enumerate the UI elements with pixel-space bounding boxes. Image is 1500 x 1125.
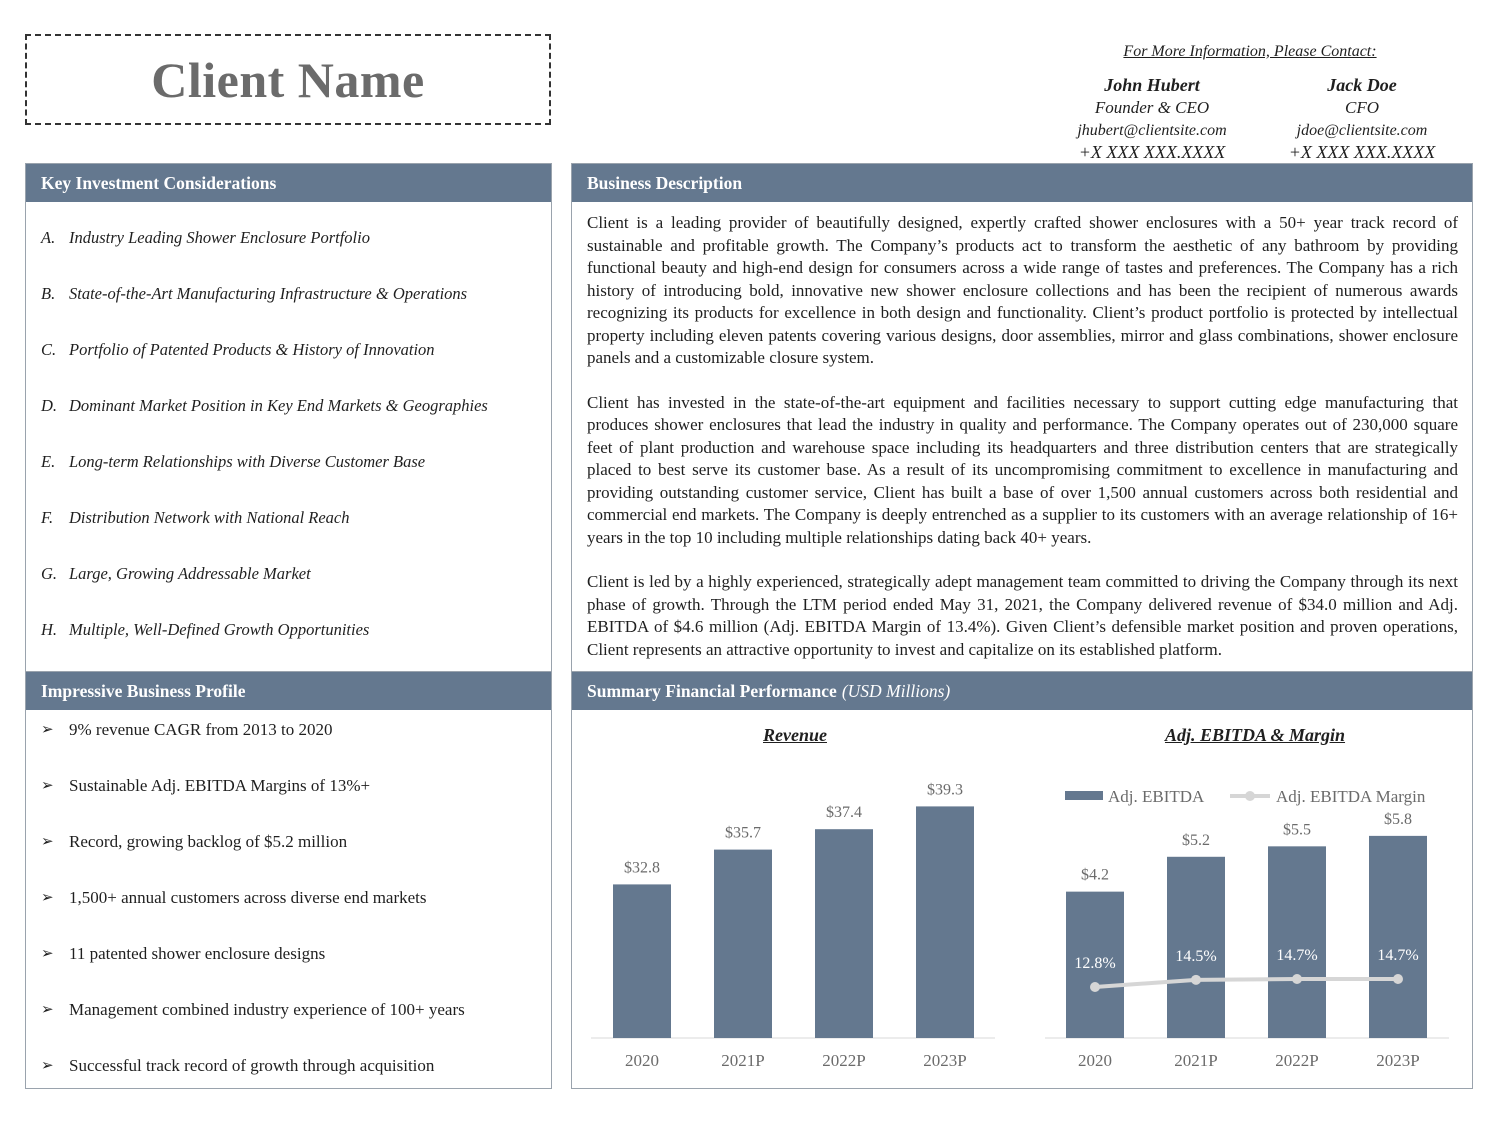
arrow-bullet-icon: ➢ (41, 778, 54, 794)
contact-phone: +X XXX XXX.XXXX (1078, 142, 1226, 162)
list-item (41, 944, 541, 1000)
revenue-chart-title: Revenue (763, 725, 827, 745)
revenue-bar-label: $32.8 (624, 859, 660, 877)
item-text: Sustainable Adj. EBITDA Margins of 13%+ (69, 776, 371, 795)
contact-name: John Hubert (1104, 75, 1200, 95)
item-text: Successful track record of growth through acquisition (69, 1056, 435, 1075)
revenue-bar (815, 829, 873, 1038)
revenue-bar-label: $39.3 (927, 781, 963, 799)
item-letter: C. (41, 340, 57, 359)
revenue-tick-label: 2022P (822, 1051, 866, 1070)
revenue-bar (714, 850, 772, 1038)
item-text: State-of-the-Art Manufacturing Infrastructure & Operations (69, 284, 468, 303)
arrow-bullet-icon: ➢ (41, 1058, 54, 1074)
financial-title: Summary Financial Performance (587, 681, 837, 701)
margin-data-label: 14.7% (1377, 947, 1419, 964)
contact-name: Jack Doe (1327, 75, 1397, 95)
contact-phone: +X XXX XXX.XXXX (1288, 142, 1436, 162)
item-text: Large, Growing Addressable Market (69, 564, 311, 583)
list-item (41, 452, 541, 508)
ebitda-tick-label: 2022P (1275, 1051, 1319, 1070)
revenue-tick-label: 2023P (923, 1051, 967, 1070)
item-text: Portfolio of Patented Products & History of Innovation (69, 340, 435, 359)
arrow-bullet-icon: ➢ (41, 1002, 54, 1018)
business-description-panel (571, 163, 1473, 672)
ebitda-chart-title: Adj. EBITDA & Margin (1164, 725, 1346, 745)
item-text: Multiple, Well-Defined Growth Opportunities (69, 620, 370, 639)
contact-card (1262, 74, 1462, 163)
revenue-tick-label: 2020 (625, 1051, 659, 1070)
margin-series-line (1095, 979, 1398, 987)
item-text: Record, growing backlog of $5.2 million (69, 832, 348, 851)
item-letter: H. (41, 620, 58, 639)
arrow-bullet-icon: ➢ (41, 946, 54, 962)
item-letter: F. (41, 508, 54, 527)
margin-point (1090, 982, 1100, 992)
margin-point (1292, 974, 1302, 984)
financial-charts (571, 709, 1473, 1088)
business-profile-panel (25, 671, 552, 1089)
item-text: 9% revenue CAGR from 2013 to 2020 (69, 720, 333, 739)
revenue-tick-label: 2021P (721, 1051, 765, 1070)
ebitda-bar (1369, 836, 1427, 1038)
contact-card (1052, 74, 1252, 163)
margin-point (1191, 975, 1201, 985)
item-text: 1,500+ annual customers across diverse end markets (69, 888, 427, 907)
ebitda-bar-label: $4.2 (1081, 866, 1109, 884)
item-text: Dominant Market Position in Key End Markets & Geographies (69, 396, 488, 415)
ebitda-bar-label: $5.8 (1384, 810, 1412, 828)
margin-data-label: 14.5% (1175, 947, 1217, 965)
list-item (41, 720, 541, 776)
list-item (41, 1056, 541, 1112)
description-paragraph: Client has invested in the state-of-the-art equipment and facilities necessary to support cutting edge manufacturing that produces shower enclosures that lead the industry in quality and performance. The Company operates out of 230,000 square feet of plant production and warehouse space including its headquarters and three distribution centers that are strategically placed to best serve its customer base. As a result of its uncompromising commitment to excellence in manufacturing and providing outstanding customer service, Client has built a base of over 1,500 annual customers across both residential and commercial end markets. The Company is deeply entrenched as a supplier to its customers with an average relationship of 16+ years in the top 10 including multiple relationships dating back 40+ years. (587, 392, 1458, 547)
key-investment-list (41, 228, 541, 676)
business-profile-header: Impressive Business Profile (26, 672, 551, 710)
item-letter: G. (41, 564, 58, 583)
revenue-bar-label: $37.4 (826, 804, 862, 822)
arrow-bullet-icon: ➢ (41, 834, 54, 850)
legend-bar-swatch (1065, 791, 1103, 800)
legend-line-marker (1245, 791, 1255, 801)
item-letter: B. (41, 284, 56, 303)
legend-ebitda-label: Adj. EBITDA (1108, 787, 1205, 806)
financial-subtitle: (USD Millions) (841, 681, 951, 701)
ebitda-bar (1268, 846, 1326, 1038)
list-item (41, 564, 541, 620)
key-investment-panel (25, 163, 552, 672)
list-item (41, 776, 541, 832)
description-paragraph: Client is led by a highly experienced, strategically adept management team committed to driving the Company through its next phase of growth. Through the LTM period ended May 31, 2021, the Company delivered revenue of $34.0 million and Adj. EBITDA of $4.6 million (Adj. EBITDA Margin of 13.4%). Given Client’s defensible market position and proven operations, Client represents an attractive opportunity to invest and capitalize on its established platform. (587, 572, 1458, 659)
contact-title: Founder & CEO (1094, 98, 1210, 117)
arrow-bullet-icon: ➢ (41, 890, 54, 906)
list-item (41, 396, 541, 452)
margin-data-label: 14.7% (1276, 947, 1318, 964)
key-investment-header: Key Investment Considerations (26, 164, 551, 202)
business-description-body (587, 212, 1458, 683)
item-letter: D. (41, 396, 58, 415)
client-name: Client Name (151, 51, 425, 108)
financial-performance-header (572, 672, 1472, 710)
margin-data-label: 12.8% (1074, 955, 1116, 972)
item-letter: E. (41, 452, 56, 471)
revenue-bar (613, 884, 671, 1038)
ebitda-tick-label: 2021P (1174, 1051, 1218, 1070)
legend-margin-label: Adj. EBITDA Margin (1276, 787, 1426, 806)
item-text: Distribution Network with National Reach (69, 508, 350, 527)
list-item (41, 620, 541, 676)
contact-heading: For More Information, Please Contact: (1123, 43, 1377, 60)
item-letter: A. (41, 228, 56, 247)
list-item (41, 1000, 541, 1056)
contact-email[interactable]: jhubert@clientsite.com (1077, 122, 1227, 139)
margin-point (1393, 974, 1403, 984)
list-item (41, 832, 541, 888)
business-profile-list (41, 720, 541, 1112)
contact-title: CFO (1345, 98, 1379, 117)
description-paragraph: Client is a leading provider of beautifully designed, expertly crafted shower enclosures with a 50+ year track record of sustainable and profitable growth. The Company’s products act to transform the aesthetic of any bathroom by providing functional beauty and high-end design for consumers across a wide range of tastes and preferences. The Company has a rich history of introducing bold, innovative new shower enclosure collections and has been the recipient of numerous awards recognizing its products for excellence in both design and functionality. Client’s product portfolio is protected by intellectual property including eleven patents covering various designs, door assemblies, mirror and glass combinations, shower enclosure panels and a customizable closure system. (587, 213, 1458, 367)
revenue-bar-label: $35.7 (725, 824, 761, 842)
list-item (41, 228, 541, 284)
ebitda-bar-label: $5.2 (1182, 831, 1210, 849)
arrow-bullet-icon: ➢ (41, 722, 54, 738)
item-text: 11 patented shower enclosure designs (69, 944, 326, 963)
contact-email[interactable]: jdoe@clientsite.com (1296, 122, 1428, 139)
item-text: Management combined industry experience of 100+ years (69, 1000, 465, 1019)
ebitda-tick-label: 2020 (1078, 1051, 1112, 1070)
ebitda-bar-label: $5.5 (1283, 821, 1311, 839)
list-item (41, 340, 541, 396)
revenue-bar (916, 806, 974, 1038)
list-item (41, 508, 541, 564)
client-name-box (25, 34, 551, 125)
list-item (41, 284, 541, 340)
business-description-header: Business Description (572, 164, 1472, 202)
ebitda-tick-label: 2023P (1376, 1051, 1420, 1070)
list-item (41, 888, 541, 944)
item-text: Industry Leading Shower Enclosure Portfolio (69, 228, 370, 247)
item-text: Long-term Relationships with Diverse Customer Base (69, 452, 426, 471)
